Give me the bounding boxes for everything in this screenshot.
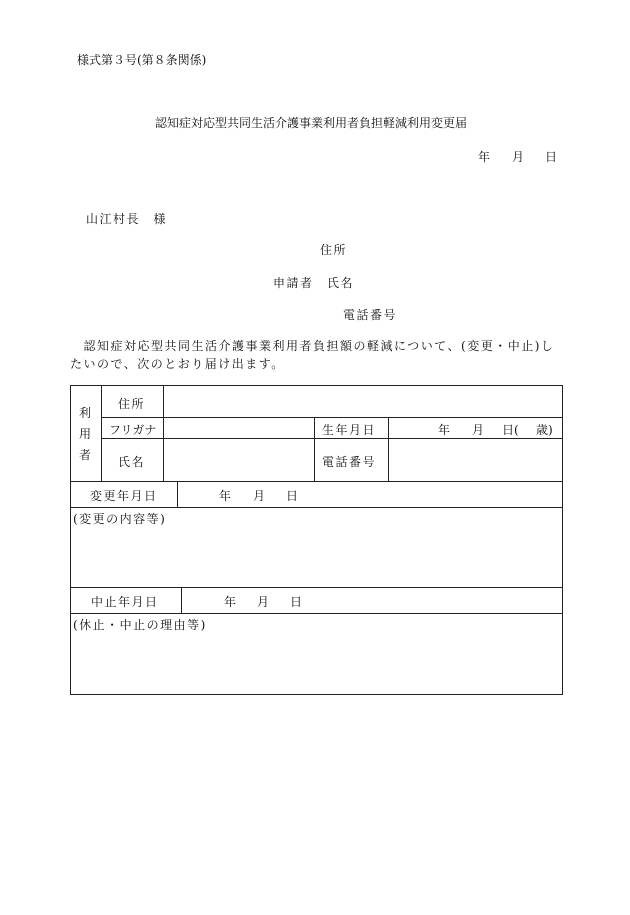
user-name-field[interactable] [164,439,313,480]
col-divider [314,417,315,481]
change-date-month: 月 [253,489,266,503]
user-phone-label: 電話番号 [322,455,377,469]
stop-date-month: 月 [257,595,270,609]
addressee: 山江村長 様 [86,212,168,226]
user-address-field[interactable] [164,386,561,416]
furigana-field[interactable] [164,418,313,437]
user-phone-field[interactable] [389,439,561,480]
stop-date-day: 日 [290,595,303,609]
birthdate-year: 年 [438,423,451,437]
change-content-field[interactable] [71,526,561,586]
submission-date-year: 年 [478,150,491,164]
stop-date-label: 中止年月日 [91,595,159,609]
user-name-label: 氏名 [118,455,146,469]
user-group-label-1: 利 [79,406,92,420]
birthdate-label: 生年月日 [322,423,377,437]
row-divider [70,613,563,614]
user-group-label-3: 者 [79,448,92,462]
change-content-label: (変更の内容等) [73,512,167,526]
birthdate-age: 歳) [536,423,553,437]
birthdate-month: 月 [472,423,485,437]
row-divider [70,587,563,588]
applicant-phone-label: 電話番号 [343,308,398,322]
change-date-year: 年 [219,489,232,503]
submission-date-day: 日 [545,150,558,164]
col-divider [177,481,178,507]
furigana-label: フリガナ [109,423,157,437]
stop-reason-field[interactable] [71,632,561,694]
applicant-name-label: 申請者 氏名 [273,276,355,290]
form-number: 様式第３号(第８条関係) [77,53,207,67]
stop-date-year: 年 [224,595,237,609]
col-divider [181,587,182,613]
form-title: 認知症対応型共同生活介護事業利用者負担軽減利用変更届 [155,116,468,130]
applicant-address-label: 住所 [320,243,348,257]
stop-reason-label: (休止・中止の理由等) [73,618,207,632]
col-divider [101,385,102,481]
row-divider [70,481,563,482]
row-divider [70,507,563,508]
birthdate-day: 日( [502,423,519,437]
change-date-day: 日 [286,489,299,503]
intro-text: 認知症対応型共同生活介護事業利用者負担額の軽減について、(変更・中止)したいので、次のとおり届け出ます。 [70,339,555,371]
change-date-label: 変更年月日 [90,489,158,503]
user-group-label-2: 用 [79,427,92,441]
submission-date-month: 月 [512,150,525,164]
user-address-label: 住所 [118,397,146,411]
